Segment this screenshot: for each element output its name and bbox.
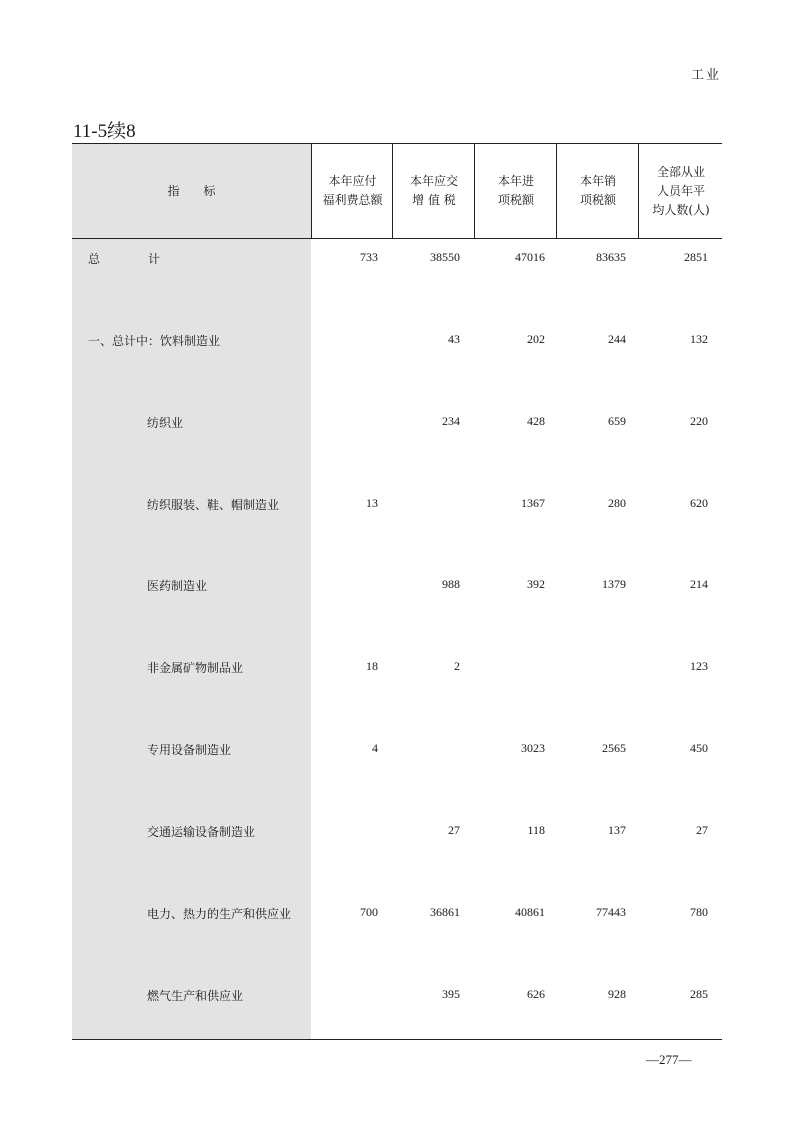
table-row: [72, 987, 722, 1007]
cell-output-tax: 244: [608, 332, 626, 346]
cell-employees: 214: [690, 577, 708, 591]
cell-employees: 27: [696, 823, 708, 837]
cell-employees: 2851: [684, 250, 708, 264]
table-title: 11-5续8: [73, 121, 136, 142]
table-row: [72, 414, 722, 434]
row-label: 纺织业: [147, 416, 184, 430]
cell-welfare: 700: [360, 905, 378, 919]
cell-vat: 395: [442, 987, 460, 1001]
table-row: [72, 577, 722, 597]
table-row: [72, 741, 722, 761]
section-header: 工业: [690, 68, 721, 83]
cell-vat: 43: [448, 332, 460, 346]
cell-input-tax: 47016: [515, 250, 545, 264]
cell-employees: 220: [690, 414, 708, 428]
header-input-tax: 本年进 项税额: [474, 144, 557, 238]
cell-welfare: 4: [372, 741, 378, 755]
cell-output-tax: 1379: [602, 577, 626, 591]
cell-employees: 620: [690, 496, 708, 510]
cell-output-tax: 137: [608, 823, 626, 837]
cell-vat: 988: [442, 577, 460, 591]
row-label: 总 计: [88, 252, 161, 266]
cell-employees: 780: [690, 905, 708, 919]
header-vat: 本年应交 增 值 税: [392, 144, 475, 238]
cell-welfare: 18: [366, 659, 378, 673]
row-label: 纺织服装、鞋、帽制造业: [147, 498, 280, 512]
header-employees: 全部从业 人员年平 均人数(人): [638, 144, 723, 238]
cell-employees: 450: [690, 741, 708, 755]
row-label: 非金属矿物制品业: [147, 661, 244, 675]
cell-output-tax: 928: [608, 987, 626, 1001]
cell-input-tax: 3023: [521, 741, 545, 755]
page-number: —277—: [646, 1052, 692, 1067]
cell-input-tax: 392: [527, 577, 545, 591]
cell-vat: 234: [442, 414, 460, 428]
cell-output-tax: 2565: [602, 741, 626, 755]
table-row: [72, 332, 722, 352]
statistics-table: [72, 143, 722, 1040]
cell-output-tax: 659: [608, 414, 626, 428]
cell-vat: 36861: [430, 905, 460, 919]
header-welfare: 本年应付 福利费总额: [311, 144, 393, 238]
cell-welfare: 13: [366, 496, 378, 510]
cell-output-tax: 280: [608, 496, 626, 510]
table-header: [72, 144, 722, 239]
row-label: 医药制造业: [147, 579, 208, 593]
row-label: 一、总计中：饮料制造业: [88, 334, 221, 348]
table-row: [72, 823, 722, 843]
cell-welfare: 733: [360, 250, 378, 264]
header-indicator: 指 标: [167, 183, 216, 198]
row-label: 电力、热力的生产和供应业: [147, 907, 292, 921]
cell-vat: 2: [454, 659, 460, 673]
cell-employees: 285: [690, 987, 708, 1001]
cell-input-tax: 118: [527, 823, 545, 837]
cell-output-tax: 77443: [596, 905, 626, 919]
table-row: [72, 905, 722, 925]
row-label: 燃气生产和供应业: [147, 989, 244, 1003]
cell-input-tax: 428: [527, 414, 545, 428]
row-label: 专用设备制造业: [147, 743, 232, 757]
cell-vat: 27: [448, 823, 460, 837]
header-output-tax: 本年销 项税额: [556, 144, 639, 238]
cell-input-tax: 202: [527, 332, 545, 346]
cell-input-tax: 626: [527, 987, 545, 1001]
cell-employees: 132: [690, 332, 708, 346]
cell-output-tax: 83635: [596, 250, 626, 264]
cell-input-tax: 40861: [515, 905, 545, 919]
row-label: 交通运输设备制造业: [147, 825, 256, 839]
table-row: [72, 496, 722, 516]
cell-vat: 38550: [430, 250, 460, 264]
table-row: [72, 659, 722, 679]
cell-employees: 123: [690, 659, 708, 673]
table-row: [72, 250, 722, 270]
cell-input-tax: 1367: [521, 496, 545, 510]
